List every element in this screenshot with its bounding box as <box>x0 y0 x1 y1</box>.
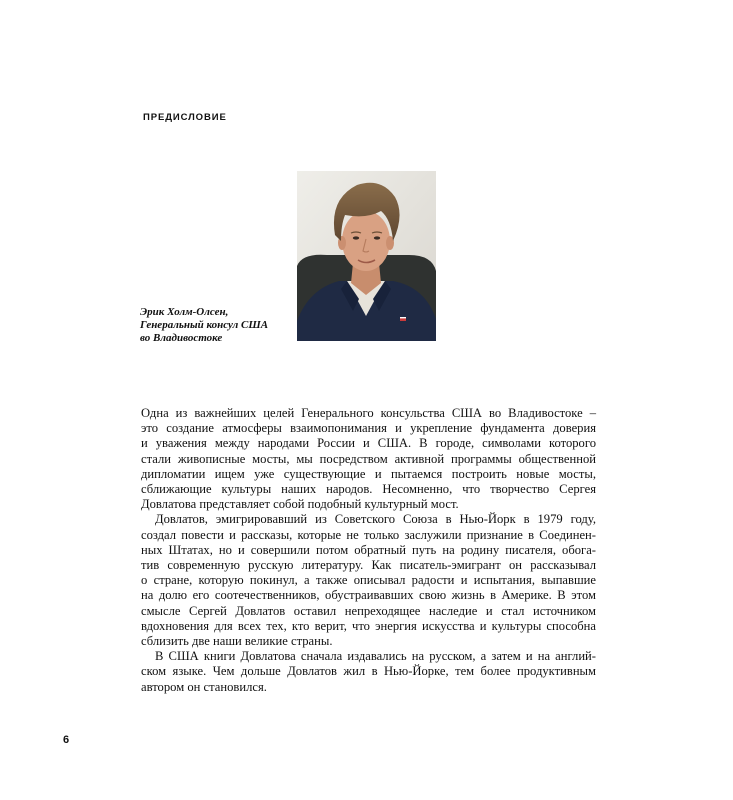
body-line: о стране, которую покинул, а также описывал радости и испытания, выпавшие <box>141 573 596 588</box>
body-line: ском языке. Чем дольше Довлатов жил в Нью-Йорке, тем более продуктивным <box>141 664 596 679</box>
body-line: В США книги Довлатова сначала издавались на русском, а затем и на англий- <box>155 649 596 664</box>
photo-caption <box>140 306 290 345</box>
body-line: Довлатов, эмигрировавший из Советского Союза в Нью-Йорк в 1979 году, <box>155 512 596 527</box>
caption-line: Эрик Холм-Олсен, <box>140 306 229 318</box>
body-line: создал повести и рассказы, которые не только заслужили признание в Соединен- <box>141 527 596 542</box>
body-line: Одна из важнейших целей Генерального консульства США во Владивостоке – <box>141 406 596 420</box>
body-line: Довлатова представляет собой подобный культурный мост. <box>141 497 459 512</box>
body-line: сближающие культуры наших народов. Несомненно, что творчество Сергея <box>141 482 596 497</box>
body-line: и уважения между народами России и США. В городе, символами которого <box>141 436 596 451</box>
body-line: тив современную русскую литературу. Как писатель-эмигрант он рассказывал <box>141 558 596 573</box>
caption-line: во Владивостоке <box>140 332 223 344</box>
body-line: ных Штатах, но и совершили потом обратный путь на родину писателя, обога- <box>141 542 596 557</box>
body-line: на долю его соотечественников, обустраивавших свою жизнь в Америке. В этом <box>141 588 596 603</box>
page-number: 6 <box>63 734 70 746</box>
section-title: ПРЕДИСЛОВИЕ <box>143 112 227 123</box>
body-line: это создание атмосферы взаимопонимания и укрепление фундамента доверия <box>141 421 596 436</box>
body-line: автором он становился. <box>141 679 267 694</box>
foreword-body <box>141 406 596 695</box>
caption-line: Генеральный консул США <box>140 319 269 331</box>
body-line: сблизить две наши великие страны. <box>141 634 333 649</box>
portrait-photo <box>297 171 436 341</box>
body-line: вдохновения для всех тех, кто верит, что энергия искусства и культуры способна <box>141 618 596 633</box>
portrait-illustration <box>297 171 436 341</box>
body-line: стали живописные мосты, мы посредством активной программы общественной <box>141 451 596 466</box>
body-line: дипломатии ищем уже существующие и пытаемся построить новые мосты, <box>141 466 596 481</box>
body-line: смысле Сергей Довлатов оставил непреходящее наследие и стал источником <box>141 603 596 618</box>
